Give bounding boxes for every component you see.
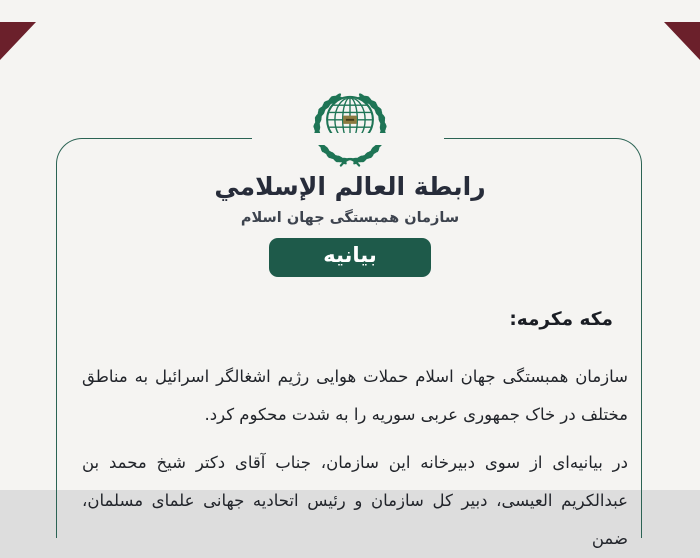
- corner-ribbon-right: [664, 22, 700, 60]
- dateline-heading: مکه مکرمه:: [509, 309, 613, 330]
- statement-body: [82, 306, 628, 558]
- statement-banner-label: بیانیه: [323, 243, 377, 267]
- organization-arabic-title: رابطة العالم الإسلامي: [214, 172, 486, 201]
- frame-top-gap: [252, 133, 444, 145]
- paragraph-line: عبدالکریم العیسی، دبیر کل سازمان و رئیس اتحادیه جهانی علمای مسلمان، ضمن: [82, 491, 628, 548]
- statement-banner: [269, 238, 431, 277]
- organization-persian-subtitle: سازمان همبستگی جهان اسلام: [240, 210, 460, 226]
- statement-paragraph-1: [82, 358, 628, 434]
- paragraph-line: مختلف در خاک جمهوری عربی سوریه را به شدت محکوم کرد.: [204, 405, 628, 424]
- statement-paragraph-2: [82, 444, 628, 558]
- paragraph-line: سازمان همبستگی جهان اسلام حملات هوایی رژیم اشغالگر اسرائیل به مناطق: [82, 367, 628, 386]
- paragraph-line: در بیانیه‌ای از سوی دبیرخانه این سازمان، جناب آقای دکتر شیخ محمد بن: [82, 453, 628, 472]
- corner-ribbon-left: [0, 22, 36, 60]
